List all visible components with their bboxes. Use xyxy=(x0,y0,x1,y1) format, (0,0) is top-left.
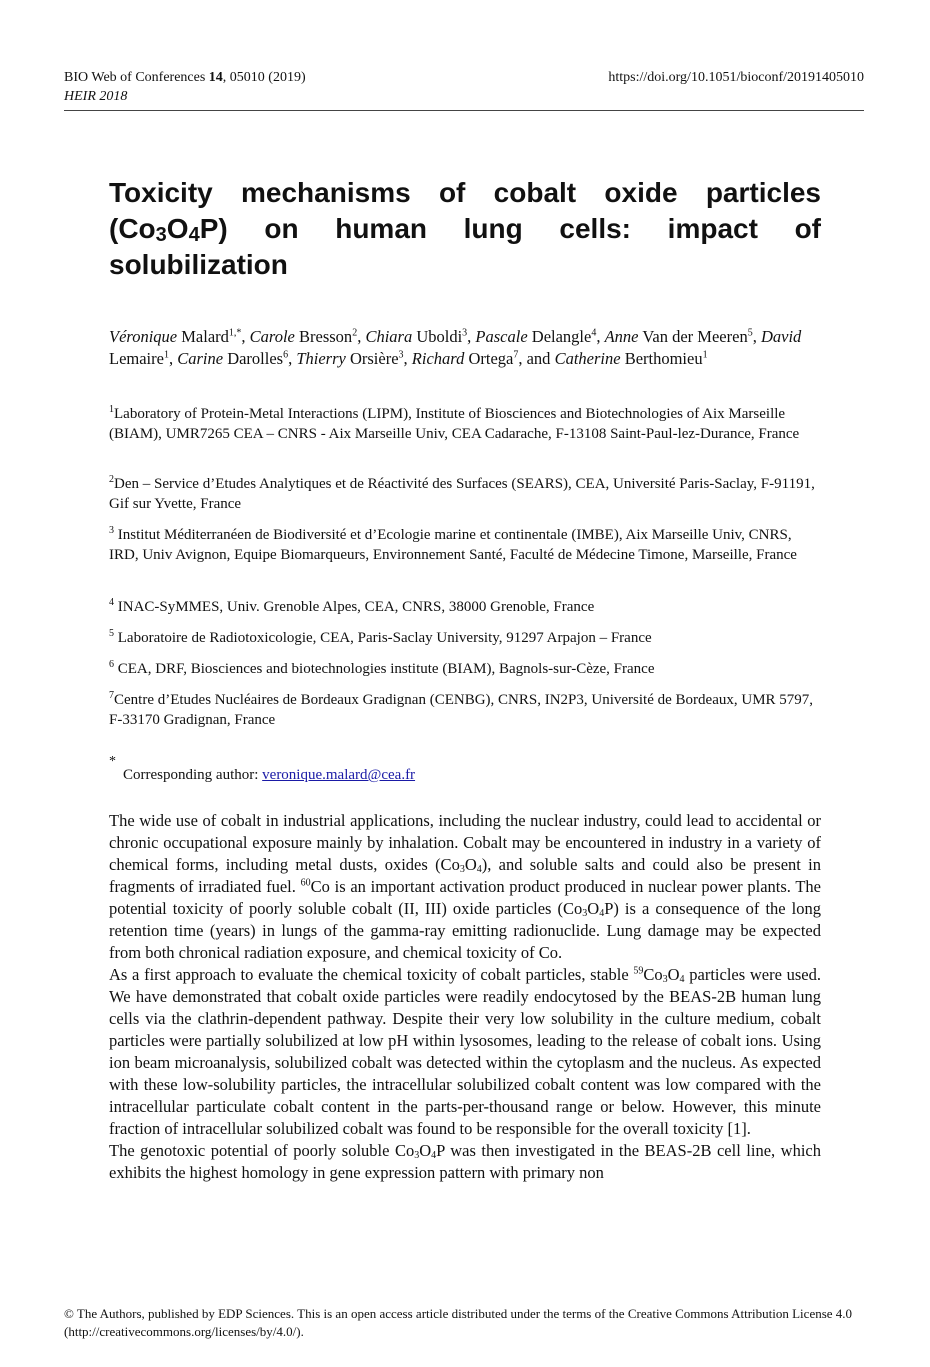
subscript: 4 xyxy=(599,908,605,919)
author-affiliation-marker: 2 xyxy=(352,327,358,339)
affiliation-4 xyxy=(109,597,821,617)
author-last-name: Berthomieu xyxy=(620,349,703,368)
affiliation-5 xyxy=(109,628,821,648)
affiliation-text: Institut Méditerranéen de Biodiversité et d’Ecologie marine et continentale (IMBE), Aix Marseille Univ, CNRS, IRD, Univ Avignon, Equipe Biomarqueurs, Environnement Santé, Faculté de Médecine Timone, Marseille, France xyxy=(109,527,797,563)
author-first-name: Thierry xyxy=(296,349,346,368)
author-first-name: Richard xyxy=(411,349,465,368)
author-affiliation-marker: 5 xyxy=(747,327,753,339)
author-last-name: Orsière xyxy=(345,349,399,368)
author-last-name: Uboldi xyxy=(412,327,463,346)
author-affiliation-marker: 1,* xyxy=(228,327,242,339)
author-first-name: Catherine xyxy=(554,349,621,368)
affiliation-number: 4 xyxy=(109,597,114,608)
affiliation-number: 6 xyxy=(109,659,114,670)
affiliation-text: INAC-SyMMES, Univ. Grenoble Alpes, CEA, CNRS, 38000 Grenoble, France xyxy=(114,599,595,615)
author-affiliation-marker: 6 xyxy=(283,349,289,361)
conference-name: HEIR 2018 xyxy=(64,89,128,104)
affiliation-number: 2 xyxy=(109,474,114,485)
author xyxy=(296,349,403,368)
subscript: 3 xyxy=(582,908,588,919)
subscript: 4 xyxy=(431,1150,437,1161)
header-divider xyxy=(64,110,864,111)
author xyxy=(365,327,467,346)
article-body xyxy=(109,810,821,1184)
author xyxy=(412,349,519,368)
corresponding-email-link[interactable]: veronique.malard@cea.fr xyxy=(262,767,416,783)
author-affiliation-marker: 1 xyxy=(702,349,708,361)
author xyxy=(605,327,753,346)
subscript: 4 xyxy=(679,974,685,985)
subscript: 3 xyxy=(459,864,465,875)
author-first-name: Véronique xyxy=(109,327,178,346)
license-footer: © The Authors, published by EDP Sciences. This is an open access article distributed under the terms of the Creative Commons Attribution License 4.0 (http://creativecommons.org/licenses/by/4.0/). xyxy=(64,1306,853,1339)
superscript: 59 xyxy=(633,965,644,977)
author xyxy=(475,327,596,346)
author xyxy=(250,327,358,346)
affiliation-7 xyxy=(109,690,821,730)
author-affiliation-marker: 3 xyxy=(462,327,468,339)
body-paragraph-1: The wide use of cobalt in industrial applications, including the nuclear industry, could lead to accidental or chronic occupational exposure mainly by inhalation. Cobalt may be encountered in industry in a variety of chemical forms, including metal dusts, oxides (Co3O4), and soluble salts and could also be present in fragments of irradiated fuel. $^{60}$Co is an important activation product produced in nuclear power plants. The potential toxicity of poorly soluble cobalt (II, III) oxide particles (Co3O4P) is a consequence of the long retention time (years) in lungs of the gamma-ray emitting radionuclide. Lung damage may be expected from both chronical radiation exposure, and chemical toxicity of Co. xyxy=(109,811,821,962)
affiliation-text: Laboratory of Protein-Metal Interactions (LIPM), Institute of Biosciences and Biotechnologies of Aix Marseille (BIAM), UMR7265 CEA – CNRS - Aix Marseille Univ, CEA Cadarache, F-13108 Saint-Paul-lez-Durance, France xyxy=(109,406,800,442)
affiliation-text: CEA, DRF, Biosciences and biotechnologies institute (BIAM), Bagnols-sur-Cèze, France xyxy=(114,661,655,677)
affiliation-number: 7 xyxy=(109,690,114,701)
affiliation-number: 5 xyxy=(109,628,114,639)
affiliation-number: 3 xyxy=(109,525,114,536)
author-affiliation-marker: 7 xyxy=(513,349,519,361)
subscript: 4 xyxy=(476,864,482,875)
author-first-name: Carine xyxy=(177,349,224,368)
author xyxy=(109,327,241,346)
affiliation-text: Centre d’Etudes Nucléaires de Bordeaux Gradignan (CENBG), CNRS, IN2P3, Université de Bordeaux, UMR 5797, F-33170 Gradignan, France xyxy=(109,692,814,728)
subscript: 3 xyxy=(662,974,668,985)
body-paragraph-3: The genotoxic potential of poorly soluble Co3O4P was then investigated in the BEAS-2B cell line, which exhibits the highest homology in gene expression pattern with primary non xyxy=(109,1141,821,1182)
paper-title: Toxicity mechanisms of cobalt oxide particles $(Co_3O_4P)$ on human lung cells: impact of solubilization xyxy=(109,177,821,280)
corresponding-author-label: Corresponding author: xyxy=(123,767,263,783)
author-affiliation-marker: 4 xyxy=(591,327,597,339)
author-last-name: Malard xyxy=(177,327,229,346)
affiliation-3 xyxy=(109,525,821,565)
author-affiliation-marker: 1 xyxy=(163,349,169,361)
author-first-name: David xyxy=(760,327,802,346)
superscript: 60 xyxy=(300,877,311,889)
affiliation-text: Den – Service d’Etudes Analytiques et de Réactivité des Surfaces (SEARS), CEA, Université Paris-Saclay, F-91191, Gif sur Yvette, France xyxy=(109,476,815,512)
subscript: 3 xyxy=(414,1150,420,1161)
author-last-name: Lemaire xyxy=(109,349,164,368)
article-number-year: , 05010 (2019) xyxy=(222,70,306,85)
journal-volume: 14 xyxy=(208,70,223,85)
author xyxy=(555,349,708,368)
author-last-name: Bresson xyxy=(294,327,353,346)
affiliation-text: Laboratoire de Radiotoxicologie, CEA, Paris-Saclay University, 91297 Arpajon – France xyxy=(114,630,652,646)
footnote-star: * xyxy=(109,754,116,769)
affiliation-2 xyxy=(109,474,821,514)
author-first-name: Pascale xyxy=(475,327,528,346)
author-first-name: Chiara xyxy=(365,327,413,346)
doi-link[interactable]: https://doi.org/10.1051/bioconf/20191405010 xyxy=(608,70,864,85)
affiliation-6 xyxy=(109,659,821,679)
author-last-name: Van der Meeren xyxy=(638,327,748,346)
author-last-name: Darolles xyxy=(223,349,284,368)
author-list: Véronique Malard$^{1,*}$, Carole Bresson$^2$, Chiara Uboldi$^3$, Pascale Delangle$^4$, Anne Van der Meeren$^5$, David Lemaire$^1$, Carine Darolles$^6$, Thierry Orsière$^3$, Richard Ortega$^7$, and Catherine Berthomieu$^1$ xyxy=(109,327,802,368)
author-first-name: Carole xyxy=(249,327,295,346)
author-affiliation-marker: 3 xyxy=(398,349,404,361)
running-header-citation xyxy=(64,68,306,87)
affiliation-number: 1 xyxy=(109,404,114,415)
author-first-name: Anne xyxy=(604,327,639,346)
body-paragraph-2: As a first approach to evaluate the chemical toxicity of cobalt particles, stable $^{59}$Co3O4 particles were used. We have demonstrated that cobalt oxide particles were readily endocytosed by the BEAS-2B human lung cells via the clathrin-dependent pathway. Despite their very low solubility in the culture medium, cobalt particles were partially solubilized at low pH within lysosomes, leading to the release of cobalt ions. Using ion beam microanalysis, solubilized cobalt was detected within the cytoplasm and the nucleus. As expected with these low-solubility particles, the intracellular solubilized cobalt content was low compared with the intracellular particulate cobalt content in the parts-per-thousand range or below. However, this minute fraction of intracellular solubilized cobalt was found to be responsible for the overall toxicity [1]. xyxy=(109,965,821,1138)
journal-name: BIO Web of Conferences xyxy=(64,70,209,85)
author xyxy=(177,349,288,368)
author-last-name: Ortega xyxy=(464,349,514,368)
author-last-name: Delangle xyxy=(527,327,592,346)
affiliation-1 xyxy=(109,404,821,444)
